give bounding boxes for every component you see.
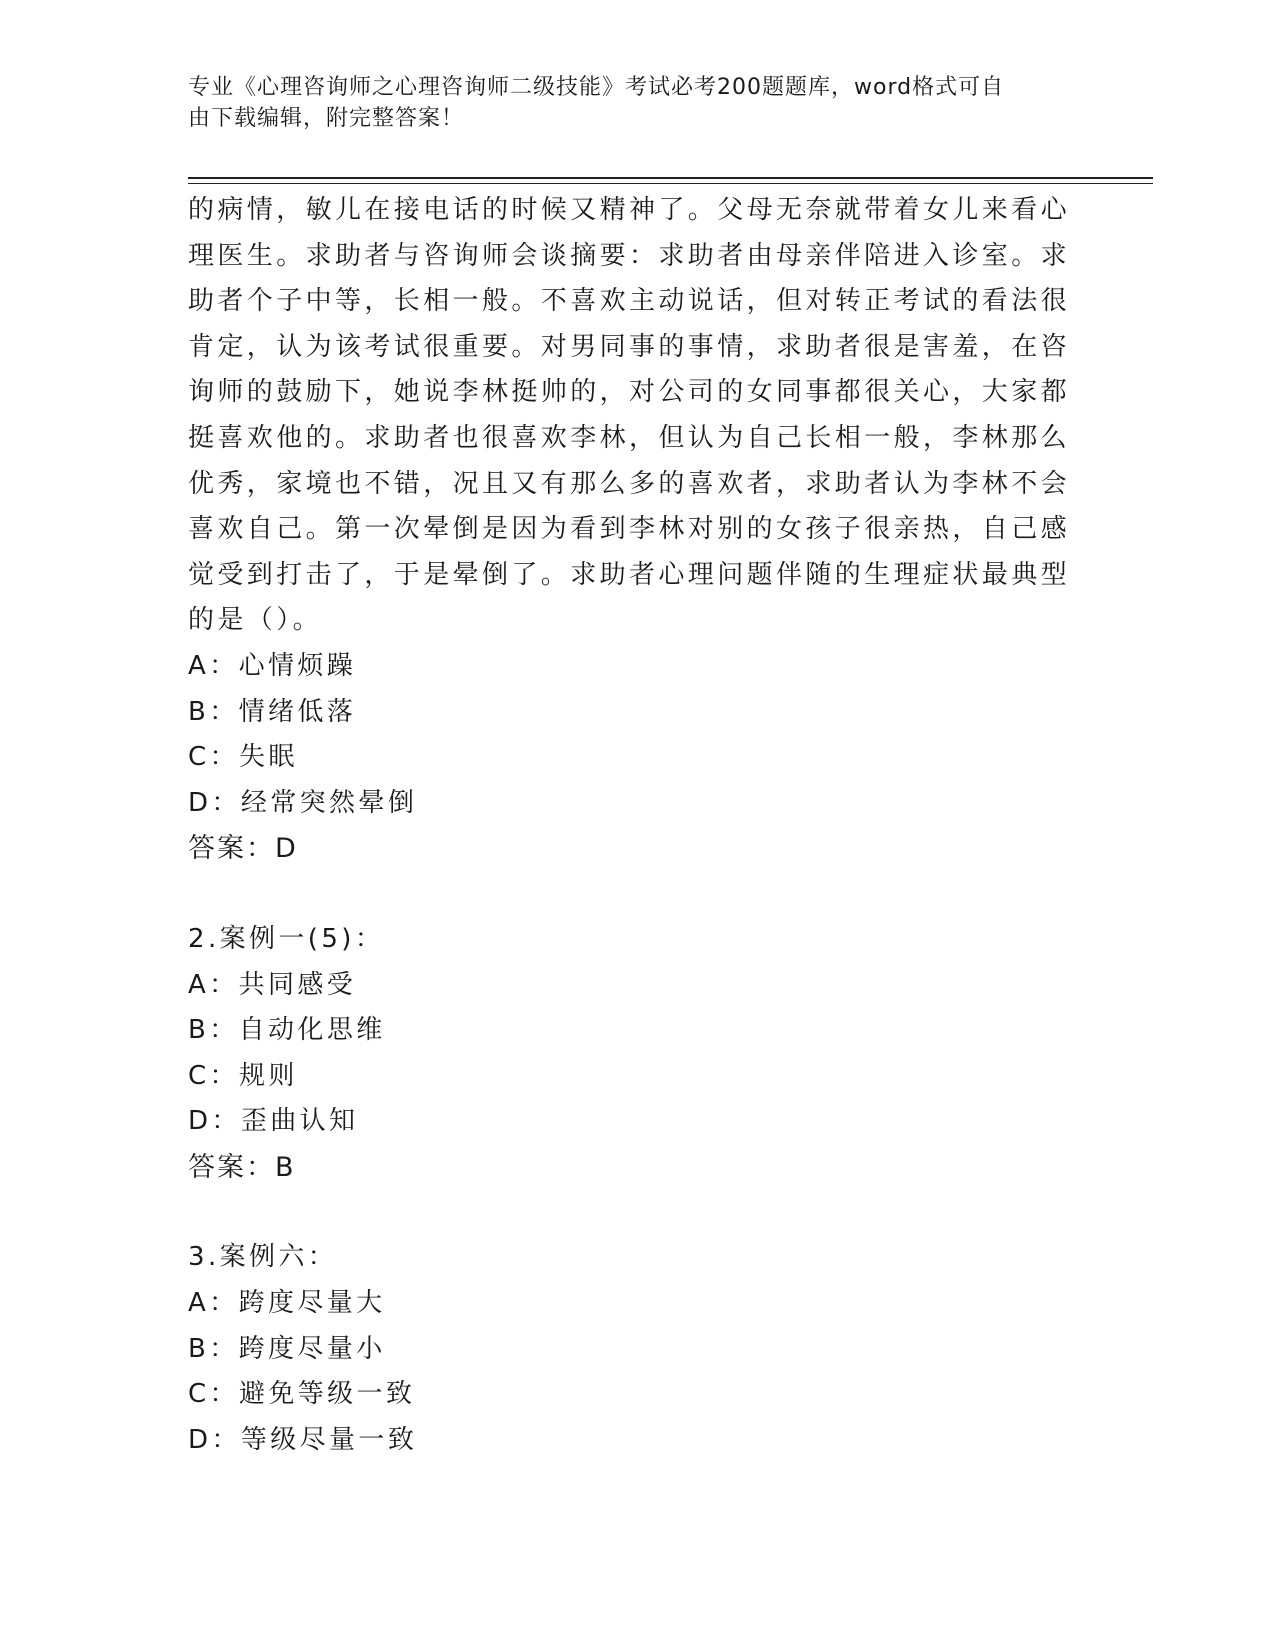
question-2-title: 2.案例一(5)： (188, 923, 385, 954)
question-2-option-c: C：规则 (188, 1060, 298, 1091)
question-3-option-c: C：避免等级一致 (188, 1379, 416, 1410)
question-1-stem (188, 188, 1071, 644)
question-3-title: 3.案例六： (188, 1242, 338, 1273)
header-divider-thin (188, 183, 1153, 184)
question-1-stem-line: 挺喜欢他的。求助者也很喜欢李林，但认为自己长相一般，李林那么 (188, 422, 1071, 453)
exam-content (188, 188, 1071, 1463)
question-1 (188, 188, 1071, 872)
question-1-option-b: B：情绪低落 (188, 696, 357, 727)
question-1-stem-line: 优秀，家境也不错，况且又有那么多的喜欢者，求助者认为李林不会 (188, 468, 1071, 499)
header-line-1: 专业《心理咨询师之心理咨询师二级技能》考试必考200题题库，word格式可自 (188, 75, 1005, 100)
question-1-stem-line: 觉受到打击了，于是晕倒了。求助者心理问题伴随的生理症状最典型 (188, 559, 1071, 590)
question-1-option-d: D：经常突然晕倒 (188, 787, 418, 818)
question-3 (188, 1235, 1058, 1463)
question-2-answer: 答案：B (188, 1151, 296, 1183)
question-3-option-a: A：跨度尽量大 (188, 1288, 386, 1319)
question-1-answer: 答案：D (188, 833, 298, 865)
question-1-stem-line: 助者个子中等，长相一般。不喜欢主动说话，但对转正考试的看法很 (188, 286, 1071, 317)
question-1-stem-line: 的是（）。 (188, 605, 323, 636)
question-3-option-d: D：等级尽量一致 (188, 1424, 418, 1455)
question-2 (188, 917, 1058, 1191)
question-2-option-a: A：共同感受 (188, 969, 357, 1000)
question-1-stem-line: 肯定，认为该考试很重要。对男同事的事情，求助者很是害羞，在咨 (188, 331, 1071, 362)
question-1-stem-line: 喜欢自己。第一次晕倒是因为看到李林对别的女孩子很亲热，自己感 (188, 514, 1071, 545)
question-1-stem-line: 的病情，敏儿在接电话的时候又精神了。父母无奈就带着女儿来看心 (188, 195, 1071, 225)
header-line-2: 由下载编辑，附完整答案！ (188, 106, 465, 131)
question-2-option-b: B：自动化思维 (188, 1015, 386, 1046)
question-3-option-b: B：跨度尽量小 (188, 1333, 386, 1364)
question-1-option-a: A：心情烦躁 (188, 650, 357, 681)
question-1-stem-line: 询师的鼓励下，她说李林挺帅的，对公司的女同事都很关心，大家都 (188, 377, 1071, 408)
question-2-option-d: D：歪曲认知 (188, 1106, 359, 1137)
question-1-stem-line: 理医生。求助者与咨询师会谈摘要：求助者由母亲伴陪进入诊室。求 (188, 240, 1071, 271)
document-header (188, 72, 1068, 134)
question-1-option-c: C：失眠 (188, 742, 298, 773)
header-divider-thick (188, 177, 1153, 179)
